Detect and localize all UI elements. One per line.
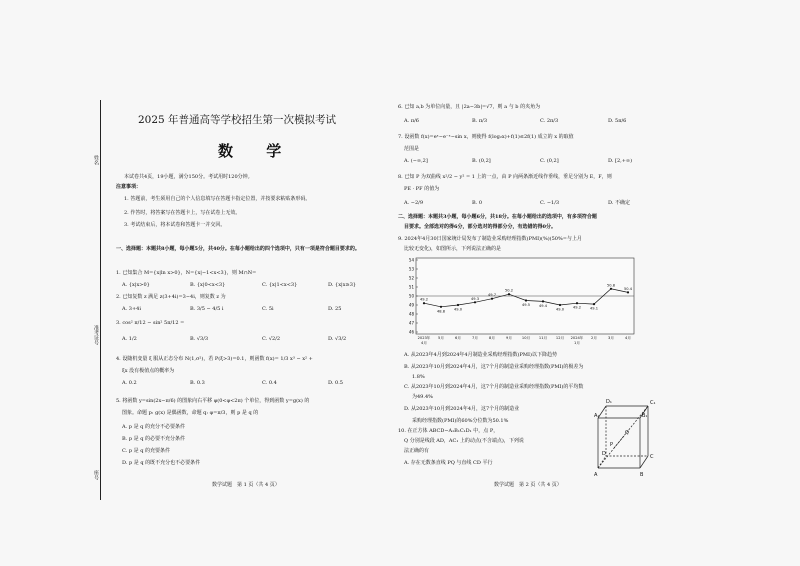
- q7-opt-c: C. (0,2]: [540, 158, 559, 164]
- margin-label-name: 姓名: [93, 155, 99, 165]
- q1-opt-d: D. {x|x≥3}: [328, 282, 357, 288]
- q7-stem-line1: 7. 设函数 f(x)=eˣ−e⁻ˣ−sin x，则使得 f(log₂x)+f(1)≤2f(1) 成立的 x 的取值: [398, 134, 574, 140]
- data-point: [525, 299, 527, 301]
- x-tick-label: 4月: [421, 341, 427, 345]
- cube-label-p: P: [610, 442, 614, 448]
- q4-stem-line2: ξx 没有极值点的概率为: [122, 368, 175, 374]
- q9-opt-a: A. 从2023年4月到2024年4月制造业采购经理指数(PMI)以下降趋势: [404, 352, 557, 358]
- q4-opt-c: C. 0.4: [262, 380, 277, 386]
- y-tick-label: 51: [408, 284, 414, 290]
- q9-opt-d-cont: 采购经理指数(PMI)的60%分位数为50.1%: [412, 418, 509, 424]
- exam-title: 2025 年普通高等学校招生第一次模拟考试: [138, 114, 337, 126]
- cube-diagram: [594, 396, 666, 482]
- q4-opt-b: B. 0.3: [190, 380, 205, 386]
- q6-opt-d: D. 5π/6: [608, 118, 627, 124]
- q4-stem-line1: 4. 设随机变量 ξ 服从正态分布 N(1,σ²)，若 P(ξ>3)=0.1，则函数 f(x)= 1/3 x³ − x² +: [116, 356, 313, 362]
- q5-stem-line2: 图象。命题 p: g(x) 是偶函数，命题 q: φ=π/3，则 p 是 q 的: [122, 410, 259, 416]
- data-point: [423, 302, 425, 304]
- subject-title: 数 学: [218, 142, 296, 160]
- cube-label-a1: A₁: [594, 413, 600, 419]
- data-point: [474, 301, 476, 303]
- cube-label-b1: B₁: [642, 413, 648, 419]
- data-label: 50.4: [623, 286, 633, 291]
- q2-stem: 2. 已知复数 z 满足 z(3+4i)=3−4i，则复数 z 为: [116, 294, 226, 300]
- intro-text: 本试卷共4页，19小题，满分150分。考试用时120分钟。: [124, 174, 253, 180]
- q3-opt-a: A. 1/2: [122, 336, 137, 342]
- cube-label-c1: C₁: [650, 400, 656, 406]
- notice-2: 2. 作答时，将答案写在答题卡上，写在试卷上无效。: [124, 210, 241, 216]
- q3-stem: 3. cos² π/12 − sin² 5π/12 =: [116, 320, 185, 326]
- y-tick-label: 50: [408, 293, 414, 299]
- cube-label-b: B: [640, 472, 644, 478]
- pmi-line-chart: [402, 256, 640, 348]
- data-point: [627, 291, 629, 293]
- data-label: 49.1: [589, 306, 599, 311]
- data-label: 50.8: [606, 283, 616, 288]
- y-tick-label: 54: [408, 257, 414, 263]
- q6-opt-a: A. π/6: [404, 118, 419, 124]
- q5-opt-b: B. p 是 q 的必要不充分条件: [122, 436, 186, 442]
- data-point: [576, 302, 578, 304]
- x-tick-label: 12月: [555, 336, 565, 340]
- cube-label-d: D: [602, 451, 606, 457]
- q2-opt-b: B. 3/5 − 4/5 i: [190, 306, 224, 312]
- cube-label-c: C: [650, 454, 654, 460]
- data-point: [491, 298, 493, 300]
- page-2-footer: 数学试题 第 2 页（共 4 页）: [494, 482, 562, 488]
- data-label: 49.2: [572, 305, 582, 310]
- margin-line: [100, 100, 101, 500]
- margin-label-seat: 座号: [93, 470, 99, 480]
- q9-stem-line1: 9. 2024年4月30日国家统计局发布了制造业采购经理指数(PMI)(%)(50%=与上月: [398, 236, 582, 242]
- q9-opt-c-cont: 为49.4%: [412, 394, 433, 400]
- y-tick-label: 52: [408, 275, 414, 281]
- q10-stem-line3: 法正确的有: [404, 448, 430, 454]
- data-point: [593, 303, 595, 305]
- data-label: 49.5: [521, 303, 531, 307]
- q9-opt-d: D. 从2023年10月到2024年4月，这7个月的制造业: [404, 406, 520, 412]
- y-tick-label: 49: [408, 302, 414, 308]
- q7-stem-line2: 范围是: [404, 146, 420, 152]
- data-label: 49.4: [538, 303, 548, 308]
- q8-opt-c: C. −1/3: [540, 200, 560, 206]
- q8-opt-b: B. 0: [472, 200, 483, 206]
- x-tick-label: 7月: [472, 336, 478, 340]
- data-label: 49.7: [487, 293, 497, 298]
- q10-stem-line2: Q 分别是线段 AD，AC₁ 上的动点(不含端点)，下列说: [404, 438, 524, 444]
- q1-opt-c: C. {x|1<x<3}: [262, 282, 298, 288]
- q8-stem-line1: 8. 已知 P 为双曲线 x²/2 − y² = 1 上的一点，由 P 向两条渐近线作垂线，垂足分别为 E，F，则: [398, 174, 612, 180]
- q3-opt-d: D. √3/2: [328, 336, 347, 342]
- data-label: 49.0: [453, 307, 463, 312]
- data-point: [508, 293, 510, 295]
- notice-1: 1. 答题前，考生须用自己的个人信息填写在答题卡指定位置，并按要求粘贴条形码。: [124, 196, 311, 202]
- q4-opt-d: D. 0.5: [328, 380, 343, 386]
- q1-opt-b: B. {x|0<x<3}: [190, 282, 226, 288]
- data-label: 50.2: [504, 288, 514, 293]
- page-1: [102, 0, 390, 566]
- x-tick-label: 4月: [625, 336, 631, 340]
- q9-stem-line2: 比较无变化)，如图所示，下列说法正确的是: [404, 246, 501, 252]
- page-1-footer: 数学试题 第 1 页（共 4 页）: [212, 482, 280, 488]
- q8-opt-a: A. −2/9: [404, 200, 424, 206]
- x-tick-label: 2023年: [417, 336, 431, 340]
- x-tick-label: 2月: [591, 336, 597, 340]
- y-tick-label: 53: [408, 266, 414, 272]
- q7-opt-b: B. (0,2]: [472, 158, 491, 164]
- page-2: [398, 0, 668, 566]
- x-tick-label: 3月: [608, 336, 614, 340]
- data-label: 49.0: [555, 307, 565, 312]
- y-tick-label: 48: [408, 311, 414, 317]
- q5-stem-line1: 5. 将函数 y=sin(2x−π/6) 的图象向右平移 φ(0<φ<2π) 个单位，得到函数 y=g(x) 的: [116, 398, 310, 404]
- q5-opt-d: D. p 是 q 的既不充分也不必要条件: [122, 460, 201, 466]
- q10-stem-line1: 10. 在正方体 ABCD−A₁B₁C₁D₁ 中，点 P，: [398, 428, 499, 434]
- q10-opt-a: A. 存在无数条直线 PQ 与直线 CD 平行: [404, 460, 493, 466]
- data-point: [610, 288, 612, 290]
- q2-opt-a: A. 3+4i: [122, 306, 141, 312]
- section-2-heading-line2: 目要求。全部选对的得6分，部分选对的得部分分，有选错的得0分。: [404, 224, 556, 230]
- q5-opt-c: C. p 是 q 的充要条件: [122, 448, 170, 454]
- data-point: [457, 304, 459, 306]
- y-tick-label: 47: [408, 320, 414, 326]
- data-point: [440, 306, 442, 308]
- x-tick-label: 10月: [521, 336, 531, 340]
- q3-opt-b: B. √3/3: [190, 336, 209, 342]
- notice-3: 3. 考试结束后，将本试卷和答题卡一并交回。: [124, 222, 226, 228]
- cube-label-a: A: [594, 472, 598, 478]
- q1-opt-a: A. {x|x>0}: [122, 282, 150, 288]
- x-tick-label: 8月: [489, 336, 495, 340]
- x-tick-label: 6月: [455, 336, 461, 340]
- q6-opt-b: B. π/3: [472, 118, 488, 124]
- data-label: 49.2: [419, 297, 429, 302]
- q8-opt-d: D. 不确定: [608, 200, 631, 206]
- q1-stem: 1. 已知集合 M={x|ln x>0}，N={x|−1<x<3}，则 M∩N=: [116, 270, 257, 276]
- q8-stem-line2: PE · PF 的值为: [404, 186, 440, 192]
- x-tick-label: 9月: [506, 336, 512, 340]
- q2-opt-d: D. 25: [328, 306, 342, 312]
- data-point: [542, 300, 544, 302]
- q2-opt-c: C. 5i: [262, 306, 274, 312]
- q7-opt-d: D. [2,+∞): [608, 158, 633, 164]
- x-tick-label: 1月: [574, 341, 580, 345]
- q7-opt-a: A. (−∞,2]: [404, 158, 428, 164]
- q9-opt-b: B. 从2023年10月到2024年4月，这7个月的制造业采购经理指数(PMI)的极差为: [404, 364, 584, 370]
- cube-label-d1: D₁: [606, 399, 612, 405]
- notice-heading: 注意事项：: [116, 184, 142, 190]
- q9-opt-c: C. 从2023年10月到2024年4月，这7个月的制造业采购经理指数(PMI)的平均数: [404, 384, 584, 390]
- q5-opt-a: A. p 是 q 的充分不必要条件: [122, 424, 185, 430]
- q9-opt-b-cont: 1.8%: [412, 374, 425, 380]
- section-2-heading-line1: 二、选择题：本题共3小题，每小题6分，共18分。在每小题给出的选项中，有多项符合题: [398, 214, 597, 220]
- q4-opt-a: A. 0.2: [122, 380, 137, 386]
- data-point: [559, 304, 561, 306]
- x-tick-label: 11月: [538, 336, 548, 340]
- x-tick-label: 5月: [438, 336, 444, 340]
- q6-opt-c: C. 2π/3: [540, 118, 559, 124]
- data-label: 49.3: [470, 296, 480, 301]
- section-1-heading: 一、选择题：本题共8小题，每小题5分，共40分。在每小题给出的四个选项中，只有一项是符合题目要求的。: [116, 246, 360, 252]
- cube-label-q: Q: [625, 430, 629, 436]
- data-label: 48.8: [436, 309, 446, 314]
- q6-stem: 6. 已知 a,b 为单位向量，且 |2a−3b|=√7，则 a 与 b 的夹角为: [398, 104, 541, 110]
- x-tick-label: 2024年: [570, 336, 584, 340]
- q3-opt-c: C. √2/2: [262, 336, 281, 342]
- margin-label-id: 准考证号: [93, 325, 99, 345]
- y-tick-label: 46: [408, 329, 414, 335]
